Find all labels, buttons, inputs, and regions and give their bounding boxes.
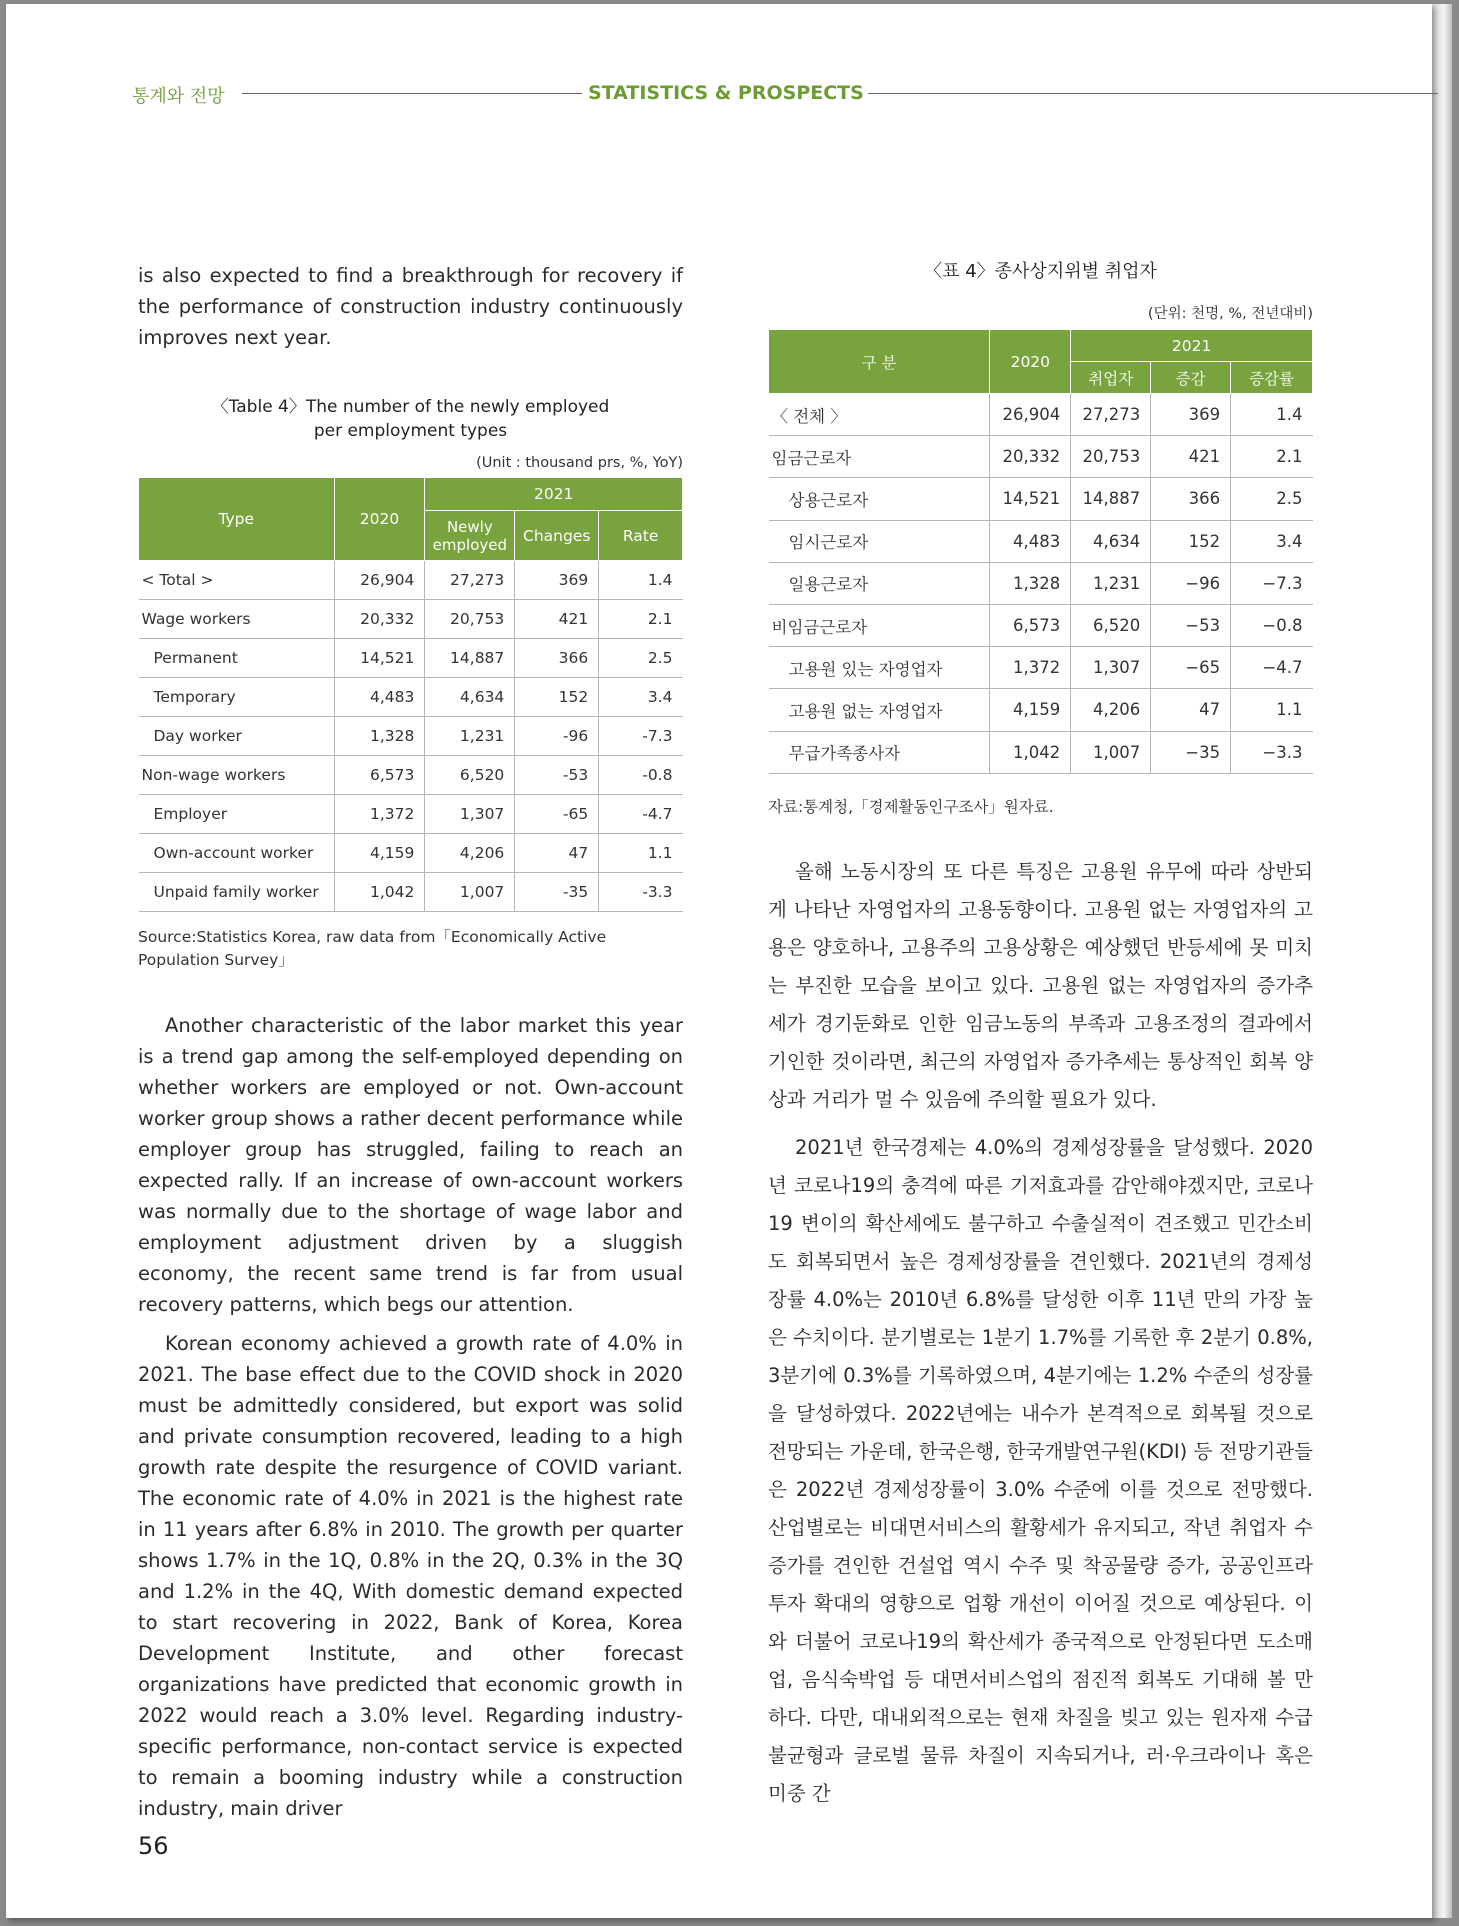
employment-table-en — [138, 477, 683, 912]
table-title-en: 〈Table 4〉The number of the newly employed per employment types — [211, 397, 610, 441]
table-row: Employer 1,372 1,307 -65 -4.7 — [139, 795, 683, 834]
table-row: Day worker 1,328 1,231 -96 -7.3 — [139, 717, 683, 756]
table-row: < Total > 26,904 27,273 369 1.4 — [139, 561, 683, 600]
col-2020: 2020 — [334, 478, 425, 561]
table-source-en: Source:Statistics Korea, raw data from「Economically Active Population Survey」 — [138, 928, 607, 969]
col-2020-ko: 2020 — [990, 330, 1071, 394]
page-edge — [1432, 4, 1452, 1918]
table-row: 무급가족종사자 1,042 1,007 −35 −3.3 — [769, 731, 1313, 773]
table-row: 〈 전체 〉 26,904 27,273 369 1.4 — [769, 394, 1313, 436]
employment-table-ko — [768, 329, 1313, 774]
table-row: 비임금근로자 6,573 6,520 −53 −0.8 — [769, 604, 1313, 646]
table-unit-en: (Unit : thousand prs, %, YoY) — [476, 455, 683, 471]
table-row: Wage workers 20,332 20,753 421 2.1 — [139, 600, 683, 639]
header-korean-title: 통계와 전망 — [132, 86, 225, 107]
table-row: 임시근로자 4,483 4,634 152 3.4 — [769, 520, 1313, 562]
table-source-ko: 자료:통계청,「경제활동인구조사」원자료. — [768, 797, 1054, 816]
page-number: 56 — [138, 1832, 169, 1860]
header-english-title: STATISTICS & PROSPECTS — [588, 82, 864, 104]
col-newly-ko: 취업자 — [1071, 362, 1151, 394]
col-changes-ko: 증감 — [1151, 362, 1231, 394]
running-header — [132, 82, 1432, 106]
col-newly: Newly employed — [425, 511, 515, 561]
table-row: 고용원 없는 자영업자 4,159 4,206 47 1.1 — [769, 689, 1313, 731]
document-page — [6, 4, 1432, 1918]
korean-paragraph-2: 2021년 한국경제는 4.0%의 경제성장률을 달성했다. 2020년 코로나19의 충격에 따른 기저효과를 감안해야겠지만, 코로나19 변이의 확산세에도 불구하고 수출실적이 견조했고 민간소비도 회복되면서 높은 경제성장률을 견인했다. 2021년의 경제성장률 4.0%는 2010년 6.8%를 달성한 이후 11년 만의 가장 높은 수치이다. 분기별로는 1분기 1.7%를 기록한 후 2분기 0.8%, 3분기에 0.3%를 기록하였으며, 4분기에는 1.2% 수준의 성장률을 달성하였다. 2022년에는 내수가 본격적으로 회복될 것으로 전망되는 가운데, 한국은행, 한국개발연구원(KDI) 등 전망기관들은 2022년 경제성장률이 3.0% 수준에 이를 것으로 전망했다. 산업별로는 비대면서비스의 활황세가 유지되고, 작년 취업자 수 증가를 견인한 건설업 역시 수주 및 착공물량 증가, 공공인프라 투자 확대의 영향으로 업황 개선이 이어질 것으로 예상된다. 이와 더불어 코로나19의 확산세가 종국적으로 안정된다면 도소매업, 음식숙박업 등 대면서비스업의 점진적 회복도 기대해 볼 만하다. 다만, 대내외적으로는 현재 차질을 빚고 있는 원자재 수급불균형과 글로벌 물류 차질이 지속되거나, 러·우크라이나 혹은 미중 간 — [768, 1135, 1313, 1805]
table-row: 임금근로자 20,332 20,753 421 2.1 — [769, 436, 1313, 478]
table-row: Own-account worker 4,159 4,206 47 1.1 — [139, 834, 683, 873]
header-rule-right — [868, 93, 1438, 94]
left-column — [138, 260, 683, 1824]
table-row: Unpaid family worker 1,042 1,007 -35 -3.3 — [139, 873, 683, 912]
table-unit-ko: (단위: 천명, %, 전년대비) — [1147, 306, 1313, 322]
table-row: Permanent 14,521 14,887 366 2.5 — [139, 639, 683, 678]
header-rule-left — [242, 93, 582, 94]
right-column — [768, 260, 1313, 1813]
table-title-ko: 〈표 4〉종사상지위별 취업자 — [924, 261, 1157, 282]
table-row: 일용근로자 1,328 1,231 −96 −7.3 — [769, 562, 1313, 604]
col-type: Type — [139, 478, 335, 561]
col-rate: Rate — [599, 511, 683, 561]
intro-paragraph: is also expected to find a breakthrough for recovery if the performance of construction industry continuously improves next year. — [138, 264, 683, 349]
table-row: Non-wage workers 6,573 6,520 -53 -0.8 — [139, 756, 683, 795]
col-type-ko: 구 분 — [769, 330, 990, 394]
col-rate-ko: 증감률 — [1231, 362, 1313, 394]
body-paragraph-1: Another characteristic of the labor market this year is a trend gap among the self-employed depending on whether workers are employed or not. Own-account worker group shows a rather decent performance while employer group has struggled, failing to reach an expected rally. If an increase of own-account workers was normally due to the shortage of wage labor and employment adjustment driven by a sluggish economy, the recent same trend is far from usual recovery patterns, which begs our attention. — [138, 1014, 683, 1316]
table-row: Temporary 4,483 4,634 152 3.4 — [139, 678, 683, 717]
table-row: 상용근로자 14,521 14,887 366 2.5 — [769, 478, 1313, 520]
korean-paragraph-1: 올해 노동시장의 또 다른 특징은 고용원 유무에 따라 상반되게 나타난 자영업자의 고용동향이다. 고용원 없는 자영업자의 고용은 양호하나, 고용주의 고용상황은 예상했던 반등세에 못 미치는 부진한 모습을 보이고 있다. 고용원 없는 자영업자의 증가추세가 경기둔화로 인한 임금노동의 부족과 고용조정의 결과에서 기인한 것이라면, 최근의 자영업자 증가추세는 통상적인 회복 양상과 거리가 멀 수 있음에 주의할 필요가 있다. — [768, 859, 1313, 1111]
body-paragraph-2: Korean economy achieved a growth rate of 4.0% in 2021. The base effect due to the COVID shock in 2020 must be admittedly considered, but export was solid and private consumption recovered, leading to a high growth rate despite the resurgence of COVID variant. The economic rate of 4.0% in 2021 is the highest rate in 11 years after 6.8% in 2010. The growth per quarter shows 1.7% in the 1Q, 0.8% in the 2Q, 0.3% in the 3Q and 1.2% in the 4Q, With domestic demand expected to start recovering in 2022, Bank of Korea, Korea Development Institute, and other forecast organizations have predicted that economic growth in 2022 would reach a 3.0% level. Regarding industry-specific performance, non-contact service is expected to remain a booming industry while a construction industry, main driver — [138, 1332, 683, 1820]
table-row: 고용원 있는 자영업자 1,372 1,307 −65 −4.7 — [769, 647, 1313, 689]
col-changes: Changes — [515, 511, 599, 561]
col-2021: 2021 — [425, 478, 683, 511]
col-2021-ko: 2021 — [1071, 330, 1313, 362]
